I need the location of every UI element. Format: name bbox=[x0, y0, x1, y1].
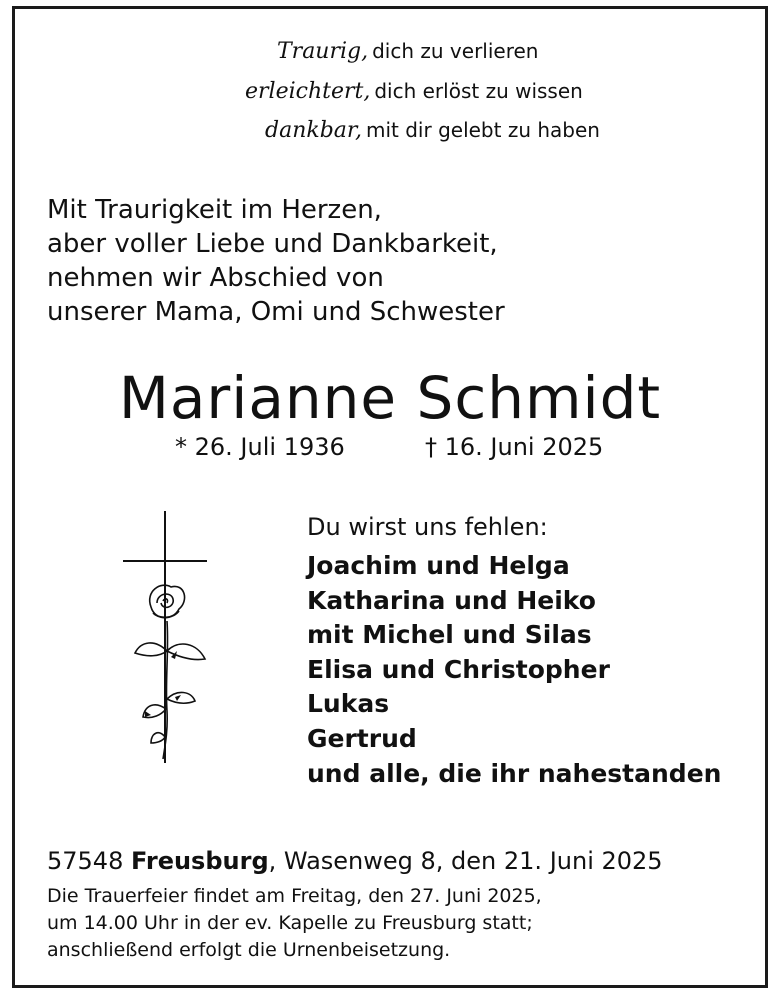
motto-line-2 bbox=[245, 79, 583, 104]
list-item: und alle, die ihr nahestanden bbox=[307, 758, 722, 788]
mourners-intro: Du wirst uns fehlen: bbox=[307, 513, 548, 541]
address-line bbox=[47, 847, 663, 875]
motto-line-1 bbox=[277, 39, 538, 64]
birth-date: * 26. Juli 1936 bbox=[175, 433, 345, 461]
address-rest: , Wasenweg 8, den 21. Juni 2025 bbox=[268, 847, 663, 875]
motto-text: dich zu verlieren bbox=[372, 39, 539, 63]
deceased-name: Marianne Schmidt bbox=[118, 364, 662, 432]
intro-line: aber voller Liebe und Dankbarkeit, bbox=[47, 229, 498, 259]
intro-line: Mit Traurigkeit im Herzen, bbox=[47, 195, 382, 225]
list-item: Gertrud bbox=[307, 723, 417, 753]
service-info bbox=[47, 883, 542, 964]
mourners-list bbox=[307, 549, 721, 791]
service-line: Die Trauerfeier findet am Freitag, den 27. Juni 2025, bbox=[47, 885, 542, 907]
list-item: Elisa und Christopher bbox=[307, 654, 610, 684]
list-item: mit Michel und Silas bbox=[307, 620, 592, 650]
town-name: Freusburg bbox=[131, 847, 269, 875]
motto-word: dankbar, bbox=[265, 118, 362, 143]
death-date: † 16. Juni 2025 bbox=[425, 433, 604, 461]
cross-with-rose-icon bbox=[115, 511, 215, 771]
intro-line: unserer Mama, Omi und Schwester bbox=[47, 297, 505, 327]
obituary-notice bbox=[12, 6, 768, 988]
motto-line-3 bbox=[265, 118, 600, 143]
intro-text bbox=[47, 193, 505, 329]
list-item: Joachim und Helga bbox=[307, 551, 570, 580]
service-line: anschließend erfolgt die Urnenbeisetzung. bbox=[47, 939, 451, 961]
intro-line: nehmen wir Abschied von bbox=[47, 263, 384, 293]
motto-text: dich erlöst zu wissen bbox=[374, 79, 583, 103]
motto-word: Traurig, bbox=[277, 39, 369, 64]
service-line: um 14.00 Uhr in der ev. Kapelle zu Freusburg statt; bbox=[47, 912, 533, 934]
list-item: Katharina und Heiko bbox=[307, 585, 596, 615]
zip-code: 57548 bbox=[47, 847, 124, 875]
motto-text: mit dir gelebt zu haben bbox=[366, 118, 600, 142]
list-item: Lukas bbox=[307, 689, 390, 719]
motto-word: erleichtert, bbox=[245, 79, 371, 104]
